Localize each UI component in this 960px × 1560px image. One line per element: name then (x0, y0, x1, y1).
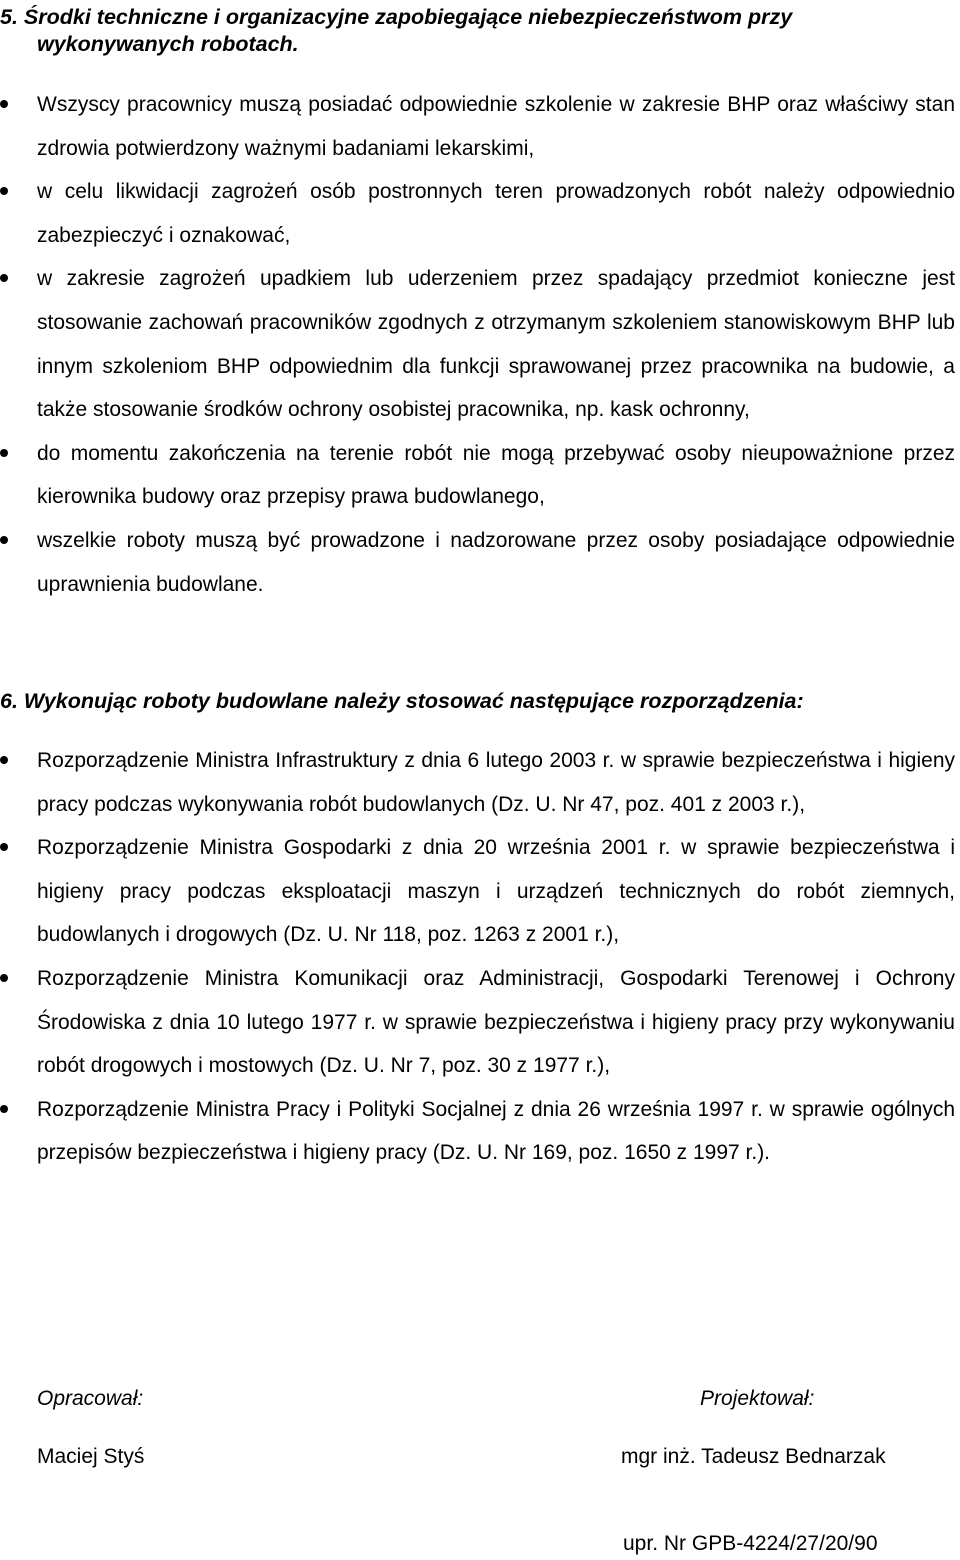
list-item-text: w zakresie zagrożeń upadkiem lub uderzeniem przez spadający przedmiot konieczne jest stosowanie zachowań pracowników zgodnych z otrzymanym szkoleniem stanowiskowym BHP lub innym szkoleniom BHP odpowiednim dla funkcji sprawowanej przez pracownika na budowie, a także stosowanie środków ochrony osobistej pracownika, np. kask ochronny, (37, 267, 955, 422)
list-item-text: Wszyscy pracownicy muszą posiadać odpowiednie szkolenie w zakresie BHP oraz właściwy stan zdrowia potwierdzony ważnymi badaniami lekarskimi, (37, 93, 955, 160)
section-6-list (0, 739, 955, 1175)
section-5-heading (0, 4, 955, 58)
list-item (0, 432, 955, 519)
section-5-list (0, 83, 955, 606)
prepared-by-label: Opracował: (37, 1387, 144, 1410)
list-item (0, 257, 955, 431)
list-item-text: wszelkie roboty muszą być prowadzone i nadzorowane przez osoby posiadające odpowiednie uprawnienia budowlane. (37, 528, 955, 596)
list-item (0, 826, 955, 957)
bullet-icon (0, 449, 8, 457)
bullet-icon (0, 187, 8, 195)
list-item-text: Rozporządzenie Ministra Pracy i Polityki Socjalnej z dnia 26 września 1997 r. w sprawie ogólnych przepisów bezpieczeństwa i higieny pracy (Dz. U. Nr 169, poz. 1650 z 1997 r.). (37, 1097, 955, 1165)
prepared-by-name: Maciej Styś (37, 1445, 145, 1468)
list-item (0, 83, 955, 170)
designed-by-name: mgr inż. Tadeusz Bednarzak (621, 1445, 886, 1468)
bullet-icon (0, 974, 8, 982)
list-item (0, 739, 955, 826)
list-item (0, 1088, 955, 1175)
bullet-icon (0, 536, 8, 544)
designed-by-label: Projektował: (700, 1387, 815, 1410)
license-reference: upr. Nr GPB-4224/27/20/90 (623, 1532, 878, 1555)
section-5-title-line-2: wykonywanych robotach. (37, 32, 299, 56)
bullet-icon (0, 1105, 8, 1113)
bullet-icon (0, 756, 8, 764)
section-6-number: 6. (0, 689, 18, 713)
list-item-text: Rozporządzenie Ministra Gospodarki z dnia 20 września 2001 r. w sprawie bezpieczeństwa i higieny pracy podczas eksploatacji maszyn i urządzeń technicznych do robót ziemnych, budowlanych i drogowych (Dz. U. Nr 118, poz. 1263 z 2001 r.), (37, 836, 955, 947)
section-6-heading (0, 688, 955, 715)
list-item (0, 957, 955, 1088)
section-5-number: 5. (0, 5, 18, 29)
bullet-icon (0, 843, 8, 851)
list-item-text: do momentu zakończenia na terenie robót nie mogą przebywać osoby nieupoważnione przez kierownika budowy oraz przepisy prawa budowlanego, (37, 441, 955, 509)
list-item (0, 519, 955, 606)
list-item-text: Rozporządzenie Ministra Infrastruktury z dnia 6 lutego 2003 r. w sprawie bezpieczeństwa i higieny pracy podczas wykonywania robót budowlanych (Dz. U. Nr 47, poz. 401 z 2003 r.), (37, 749, 955, 816)
list-item (0, 170, 955, 257)
section-6-title: Wykonując roboty budowlane należy stosować następujące rozporządzenia: (23, 689, 804, 713)
section-5-title: Środki techniczne i organizacyjne zapobiegające niebezpieczeństwom przy (23, 5, 793, 29)
section-5-title-line-1 (0, 4, 955, 31)
bullet-icon (0, 100, 8, 108)
list-item-text: Rozporządzenie Ministra Komunikacji oraz Administracji, Gospodarki Terenowej i Ochrony Środowiska z dnia 10 lutego 1977 r. w sprawie bezpieczeństwa i higieny pracy przy wykonywaniu robót drogowych i mostowych (Dz. U. Nr 7, poz. 30 z 1977 r.), (37, 966, 955, 1078)
bullet-icon (0, 274, 8, 282)
list-item-text: w celu likwidacji zagrożeń osób postronnych teren prowadzonych robót należy odpowiednio zabezpieczyć i oznakować, (37, 180, 955, 247)
